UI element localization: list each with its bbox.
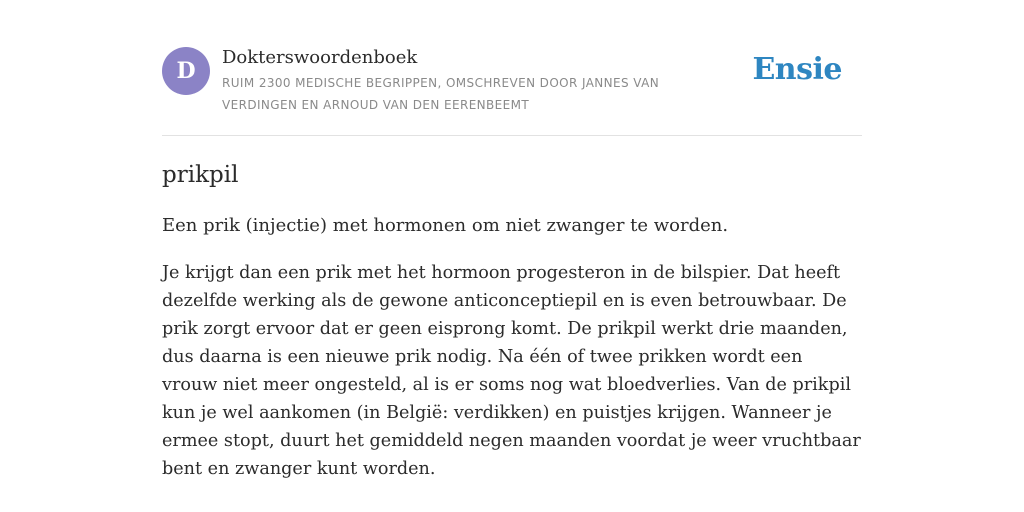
dictionary-avatar[interactable]: D (162, 47, 210, 95)
entry-definition: Een prik (injectie) met hormonen om niet zwanger te worden. (162, 215, 729, 236)
dictionary-subtitle: RUIM 2300 MEDISCHE BEGRIPPEN, OMSCHREVEN DOOR JANNES VAN VERDINGEN EN ARNOUD VAN DEN EERENBEEMT (222, 76, 660, 112)
dictionary-header (162, 46, 862, 116)
entry-term: prikpil (162, 162, 239, 188)
header-divider (162, 135, 862, 136)
ensie-logo-link[interactable]: Ensie (752, 52, 842, 87)
entry-explanation: Je krijgt dan een prik met het hormoon progesteron in de bilspier. Dat heeft dezelfde werking als de gewone anticonceptiepil en is even betrouwbaar. De prik zorgt ervoor dat er geen eisprong komt. De prikpil werkt drie maanden, dus daarna is een nieuwe prik nodig. Na één of twee prikken wordt een vrouw niet meer ongesteld, al is er soms nog wat bloedverlies. Van de prikpil kun je wel aankomen (in België: verdikken) en puistjes krijgen. Wanneer je ermee stopt, duurt het gemiddeld negen maanden voordat je weer vruchtbaar bent en zwanger kunt worden. (162, 263, 861, 479)
dictionary-title-link[interactable]: Dokterswoordenboek (222, 47, 418, 68)
